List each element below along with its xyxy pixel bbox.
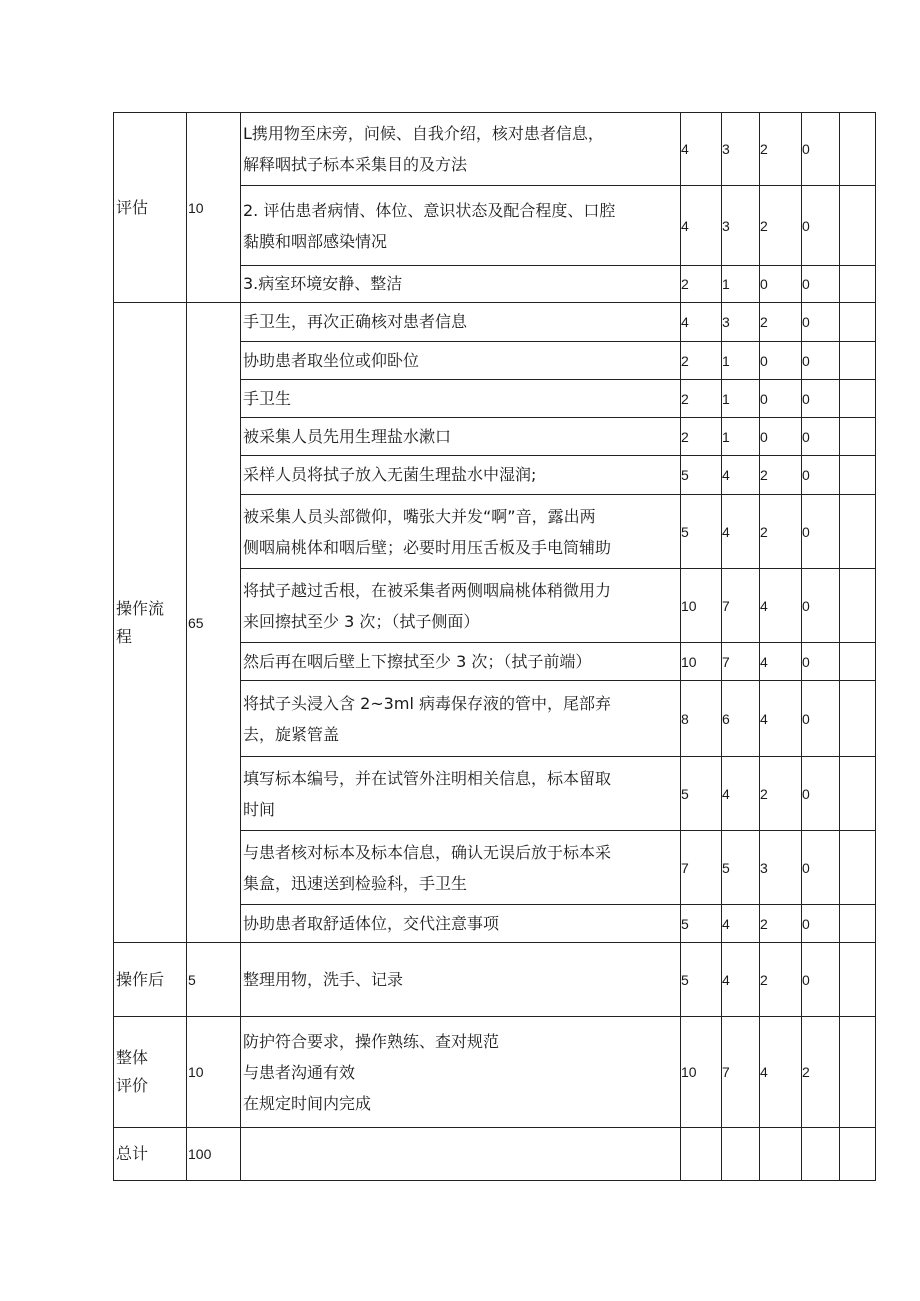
grade-points-4: 2	[802, 1017, 840, 1128]
item-description	[241, 681, 681, 757]
item-text-line: 被采集人员头部微仰，嘴张大并发“啊”音，露出两	[243, 506, 596, 526]
grade-points-1	[681, 1128, 722, 1181]
grade-points-3: 4	[760, 643, 802, 681]
deduction-cell	[840, 186, 876, 266]
table-row	[114, 943, 876, 1017]
grade-points-4: 0	[802, 380, 840, 418]
category-cell	[114, 1017, 187, 1128]
grade-points-3: 3	[760, 831, 802, 905]
category-label: 评估	[116, 197, 149, 217]
deduction-cell	[840, 456, 876, 495]
deduction-cell	[840, 681, 876, 757]
grade-points-3: 2	[760, 905, 802, 943]
grade-points-1: 2	[681, 380, 722, 418]
table-row	[114, 113, 876, 186]
item-text-line: 集盒，迅速送到检验科，手卫生	[243, 873, 468, 893]
item-description	[241, 266, 681, 303]
scoring-table	[113, 112, 876, 1181]
category-score: 100	[187, 1128, 241, 1181]
grade-points-4	[802, 1128, 840, 1181]
item-description	[241, 569, 681, 643]
grade-points-2: 6	[722, 681, 760, 757]
grade-points-4: 0	[802, 456, 840, 495]
item-text-line: 侧咽扁桃体和咽后壁；必要时用压舌板及手电筒辅助	[243, 537, 612, 557]
item-text-line: 采样人员将拭子放入无菌生理盐水中湿润;	[243, 465, 537, 484]
item-text-line: 来回擦拭至少 3 次；（拭子侧面）	[243, 611, 480, 631]
grade-points-2: 1	[722, 418, 760, 456]
grade-points-2: 7	[722, 1017, 760, 1128]
category-label: 整体	[116, 1048, 149, 1067]
deduction-cell	[840, 303, 876, 342]
grade-points-3: 0	[760, 342, 802, 380]
grade-points-1: 8	[681, 681, 722, 757]
deduction-cell	[840, 380, 876, 418]
deduction-cell	[840, 1128, 876, 1181]
grade-points-1: 2	[681, 418, 722, 456]
item-text-line: 防护符合要求，操作熟练、查对规范	[243, 1031, 500, 1051]
item-description	[241, 943, 681, 1017]
grade-points-3: 2	[760, 456, 802, 495]
category-label: 操作后	[116, 969, 165, 989]
grade-points-3: 2	[760, 757, 802, 831]
grade-points-4: 0	[802, 418, 840, 456]
grade-points-4: 0	[802, 569, 840, 643]
grade-points-4: 0	[802, 113, 840, 186]
item-description	[241, 456, 681, 495]
item-text-line: 与患者沟通有效	[243, 1062, 356, 1082]
grade-points-2: 4	[722, 943, 760, 1017]
grade-points-1: 10	[681, 569, 722, 643]
item-text-line: 将拭子头浸入含 2~3ml 病毒保存液的管中，尾部弃	[243, 693, 611, 713]
grade-points-4: 0	[802, 266, 840, 303]
item-text-line: 3.病室环境安静、整洁	[243, 274, 403, 293]
grade-points-3: 0	[760, 380, 802, 418]
category-cell	[114, 1128, 187, 1181]
grade-points-3: 2	[760, 943, 802, 1017]
grade-points-3: 0	[760, 418, 802, 456]
grade-points-1: 5	[681, 456, 722, 495]
grade-points-2: 3	[722, 113, 760, 186]
grade-points-1: 4	[681, 186, 722, 266]
category-cell	[114, 943, 187, 1017]
item-text-line: 解释咽拭子标本采集目的及方法	[243, 155, 468, 174]
grade-points-4: 0	[802, 303, 840, 342]
grade-points-2: 3	[722, 303, 760, 342]
grade-points-2: 1	[722, 342, 760, 380]
grade-points-3: 2	[760, 303, 802, 342]
item-text-line: 然后再在咽后壁上下擦拭至少 3 次；（拭子前端）	[243, 651, 592, 671]
item-description	[241, 342, 681, 380]
item-text-line: 手卫生	[243, 388, 292, 408]
item-text-line: L携用物至床旁，问候、自我介绍，核对患者信息，	[243, 124, 604, 143]
category-label: 总计	[116, 1144, 149, 1163]
item-description	[241, 643, 681, 681]
grade-points-2	[722, 1128, 760, 1181]
category-score: 5	[187, 943, 241, 1017]
item-description	[241, 113, 681, 186]
grade-points-4: 0	[802, 681, 840, 757]
table-row	[114, 1128, 876, 1181]
grade-points-3: 2	[760, 113, 802, 186]
item-description	[241, 905, 681, 943]
grade-points-2: 7	[722, 643, 760, 681]
category-cell	[114, 113, 187, 303]
deduction-cell	[840, 757, 876, 831]
item-text-line: 与患者核对标本及标本信息，确认无误后放于标本采	[243, 842, 612, 862]
grade-points-1: 4	[681, 113, 722, 186]
deduction-cell	[840, 569, 876, 643]
item-description	[241, 380, 681, 418]
grade-points-4: 0	[802, 943, 840, 1017]
item-text-line: 手卫生，再次正确核对患者信息	[243, 312, 468, 331]
grade-points-1: 2	[681, 342, 722, 380]
grade-points-4: 0	[802, 186, 840, 266]
category-score: 65	[187, 303, 241, 943]
deduction-cell	[840, 831, 876, 905]
grade-points-1: 5	[681, 495, 722, 569]
grade-points-2: 4	[722, 757, 760, 831]
deduction-cell	[840, 643, 876, 681]
table-row	[114, 303, 876, 342]
item-text-line: 协助患者取舒适体位，交代注意事项	[243, 913, 500, 933]
deduction-cell	[840, 113, 876, 186]
grade-points-4: 0	[802, 495, 840, 569]
grade-points-3: 4	[760, 681, 802, 757]
deduction-cell	[840, 342, 876, 380]
item-text-line: 在规定时间内完成	[243, 1093, 372, 1113]
grade-points-2: 3	[722, 186, 760, 266]
deduction-cell	[840, 905, 876, 943]
grade-points-3: 4	[760, 569, 802, 643]
category-label: 操作流	[116, 598, 165, 618]
grade-points-4: 0	[802, 643, 840, 681]
item-text-line: 被采集人员先用生理盐水漱口	[243, 426, 452, 446]
grade-points-1: 4	[681, 303, 722, 342]
grade-points-1: 7	[681, 831, 722, 905]
grade-points-1: 2	[681, 266, 722, 303]
grade-points-4: 0	[802, 757, 840, 831]
grade-points-1: 5	[681, 943, 722, 1017]
grade-points-4: 0	[802, 905, 840, 943]
deduction-cell	[840, 1017, 876, 1128]
grade-points-1: 10	[681, 1017, 722, 1128]
grade-points-2: 4	[722, 456, 760, 495]
grade-points-1: 5	[681, 757, 722, 831]
deduction-cell	[840, 266, 876, 303]
category-label: 评价	[116, 1076, 149, 1095]
deduction-cell	[840, 418, 876, 456]
grade-points-4: 0	[802, 342, 840, 380]
item-text-line: 协助患者取坐位或仰卧位	[243, 350, 420, 370]
item-text-line: 时间	[243, 799, 276, 819]
grade-points-3	[760, 1128, 802, 1181]
item-description	[241, 1128, 681, 1181]
grade-points-1: 10	[681, 643, 722, 681]
category-cell	[114, 303, 187, 943]
grade-points-2: 1	[722, 380, 760, 418]
grade-points-2: 4	[722, 905, 760, 943]
item-description	[241, 418, 681, 456]
item-description	[241, 757, 681, 831]
table-body	[114, 113, 876, 1181]
grade-points-2: 4	[722, 495, 760, 569]
item-description	[241, 495, 681, 569]
grade-points-3: 2	[760, 186, 802, 266]
grade-points-2: 7	[722, 569, 760, 643]
deduction-cell	[840, 943, 876, 1017]
item-text-line: 填写标本编号，并在试管外注明相关信息，标本留取	[243, 768, 612, 788]
grade-points-4: 0	[802, 831, 840, 905]
category-label: 程	[116, 626, 133, 646]
deduction-cell	[840, 495, 876, 569]
item-text-line: 2. 评估患者病情、体位、意识状态及配合程度、口腔	[243, 200, 616, 220]
grade-points-2: 1	[722, 266, 760, 303]
item-text-line: 黏膜和咽部感染情况	[243, 231, 388, 251]
grade-points-3: 2	[760, 495, 802, 569]
item-text-line: 去，旋紧管盖	[243, 724, 340, 744]
grade-points-2: 5	[722, 831, 760, 905]
item-description	[241, 831, 681, 905]
item-text-line: 整理用物，洗手、记录	[243, 969, 404, 989]
item-description	[241, 186, 681, 266]
item-description	[241, 1017, 681, 1128]
category-score: 10	[187, 113, 241, 303]
grade-points-3: 4	[760, 1017, 802, 1128]
grade-points-3: 0	[760, 266, 802, 303]
item-text-line: 将拭子越过舌根，在被采集者两侧咽扁桃体稍微用力	[243, 580, 612, 600]
grade-points-1: 5	[681, 905, 722, 943]
table-row	[114, 1017, 876, 1128]
item-description	[241, 303, 681, 342]
category-score: 10	[187, 1017, 241, 1128]
